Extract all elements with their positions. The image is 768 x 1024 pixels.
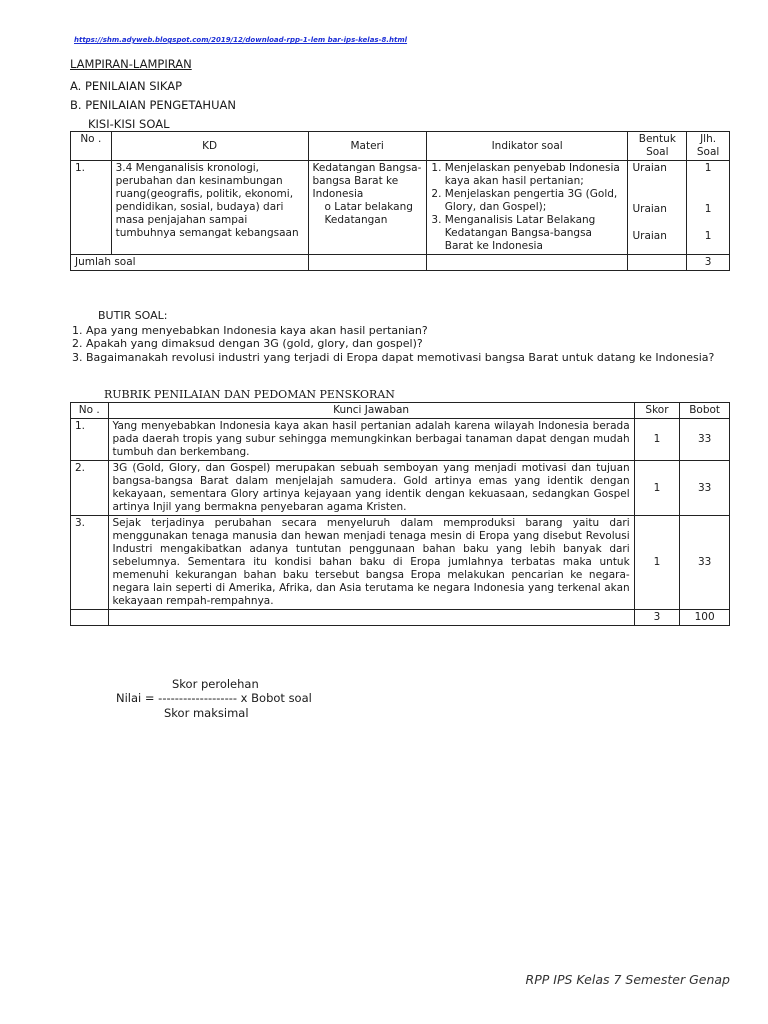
rubrik-table bbox=[70, 402, 730, 626]
header-no: No . bbox=[71, 403, 109, 419]
bentuk-item: Uraian bbox=[632, 230, 667, 242]
cell-skor: 1 bbox=[634, 419, 680, 461]
formula-numerator: Skor perolehan bbox=[172, 677, 259, 691]
jumlah-item: 1 bbox=[704, 203, 712, 215]
cell-no: 2. bbox=[71, 461, 109, 516]
bentuk-item: Uraian bbox=[632, 203, 667, 215]
cell-jawaban: Sejak terjadinya perubahan secara menyeluruh dalam memproduksi barang yaitu dari menggunakan tenaga manusia dan hewan menjadi tenaga mesin di Eropa yang disebut Revolusi Industri mengakibatkan adanya tuntutan penggunaan bahan baku yang lebih banyak dari sebelumnya. Sementara itu kondisi bahan baku di Eropa jumlahnya terbatas maka untuk memenuhi kekurangan bahan baku tersebut bangsa Eropa melakukan pencarian ke negara-negara lain seperti di Amerika, Afrika, dan Asia terutama ke negara Indonesia yang terkenal akan kekayaan rempah-rempahnya. bbox=[108, 516, 634, 610]
cell-bobot: 33 bbox=[680, 461, 730, 516]
jumlah-item: 1 bbox=[704, 162, 712, 174]
total-label: Jumlah soal bbox=[71, 255, 309, 271]
table-total-row bbox=[71, 610, 730, 626]
page-title: LAMPIRAN-LAMPIRAN bbox=[70, 57, 192, 71]
table-header-row bbox=[71, 132, 730, 161]
page-footer: RPP IPS Kelas 7 Semester Genap bbox=[525, 972, 730, 987]
question-item: 2. Apakah yang dimaksud dengan 3G (gold, glory, dan gospel)? bbox=[86, 337, 730, 351]
cell-skor: 1 bbox=[634, 516, 680, 610]
kisi-kisi-table bbox=[70, 131, 730, 271]
indikator-item: 2. Menjelaskan pengertia 3G (Gold, Glory, dan Gospel); bbox=[445, 188, 624, 214]
rubrik-heading: RUBRIK PENILAIAN DAN PEDOMAN PENSKORAN bbox=[104, 388, 395, 401]
header-kd: KD bbox=[111, 132, 308, 161]
total-bobot: 100 bbox=[680, 610, 730, 626]
bentuk-item: Uraian bbox=[632, 162, 667, 174]
formula-denominator: Skor maksimal bbox=[164, 706, 249, 720]
butir-soal-heading: BUTIR SOAL: bbox=[98, 309, 168, 322]
indikator-item: 1. Menjelaskan penyebab Indonesia kaya akan hasil pertanian; bbox=[445, 162, 624, 188]
cell-skor: 1 bbox=[634, 461, 680, 516]
kisi-kisi-heading: KISI-KISI SOAL bbox=[88, 117, 170, 131]
header-kunci-jawaban: Kunci Jawaban bbox=[108, 403, 634, 419]
materi-intro: Kedatangan Bangsa-bangsa Barat ke Indonesia bbox=[312, 162, 422, 200]
table-row bbox=[71, 461, 730, 516]
table-header-row bbox=[71, 403, 730, 419]
section-b-heading: B. PENILAIAN PENGETAHUAN bbox=[70, 98, 236, 112]
table-row bbox=[71, 516, 730, 610]
materi-item: o Latar belakang Kedatangan bbox=[325, 201, 422, 227]
butir-soal-section bbox=[70, 309, 730, 364]
header-jumlah-soal: Jlh. Soal bbox=[687, 132, 730, 161]
cell-bobot: 33 bbox=[680, 419, 730, 461]
jumlah-item: 1 bbox=[704, 230, 712, 242]
cell-jawaban: Yang menyebabkan Indonesia kaya akan hasil pertanian adalah karena wilayah Indonesia berada pada daerah tropis yang subur sehingga memungkinkan berbagai tanaman dapat dengan mudah tumbuh dan berkembang. bbox=[108, 419, 634, 461]
table-total-row bbox=[71, 255, 730, 271]
cell-bobot: 33 bbox=[680, 516, 730, 610]
header-bentuk-soal: Bentuk Soal bbox=[628, 132, 687, 161]
table-row bbox=[71, 419, 730, 461]
cell-jawaban: 3G (Gold, Glory, dan Gospel) merupakan sebuah semboyan yang menjadi motivasi dan tujuan bangsa-bangsa Barat dalam menjelajah samudera. Gold artinya emas yang identik dengan kekayaan, sementara Glory artinya kejayaan yang identik dengan kekuasaan, sedangkan Gospel artinya Injil yang bermakna penyebaran agama Kristen. bbox=[108, 461, 634, 516]
cell-no: 3. bbox=[71, 516, 109, 610]
question-item: 1. Apa yang menyebabkan Indonesia kaya akan hasil pertanian? bbox=[86, 324, 730, 338]
cell-kd: 3.4 Menganalisis kronologi, perubahan dan kesinambungan ruang(geografis, politik, ekonomi, pendidikan, sosial, budaya) dari masa penjajahan sampai tumbuhnya semangat kebangsaan bbox=[111, 161, 308, 255]
formula-main: Nilai = ------------------- x Bobot soal bbox=[116, 691, 312, 705]
table-row bbox=[71, 161, 730, 255]
total-skor: 3 bbox=[634, 610, 680, 626]
header-skor: Skor bbox=[634, 403, 680, 419]
cell-bentuk-soal bbox=[628, 161, 687, 255]
source-url-link[interactable]: https://shm.adyweb.blogspot.com/2019/12/download-rpp-1-lem bar-ips-kelas-8.html bbox=[74, 36, 408, 44]
total-value: 3 bbox=[687, 255, 730, 271]
section-a-heading: A. PENILAIAN SIKAP bbox=[70, 79, 183, 93]
header-bobot: Bobot bbox=[680, 403, 730, 419]
header-materi: Materi bbox=[308, 132, 426, 161]
header-indikator: Indikator soal bbox=[426, 132, 628, 161]
question-item: 3. Bagaimanakah revolusi industri yang terjadi di Eropa dapat memotivasi bangsa Barat untuk datang ke Indonesia? bbox=[86, 351, 730, 365]
cell-indikator bbox=[426, 161, 628, 255]
indikator-item: 3. Menganalisis Latar Belakang Kedatangan Bangsa-bangsa Barat ke Indonesia bbox=[445, 214, 624, 253]
cell-materi bbox=[308, 161, 426, 255]
header-no: No . bbox=[71, 132, 112, 161]
cell-no: 1. bbox=[71, 419, 109, 461]
cell-jumlah-soal bbox=[687, 161, 730, 255]
cell-no: 1. bbox=[71, 161, 112, 255]
